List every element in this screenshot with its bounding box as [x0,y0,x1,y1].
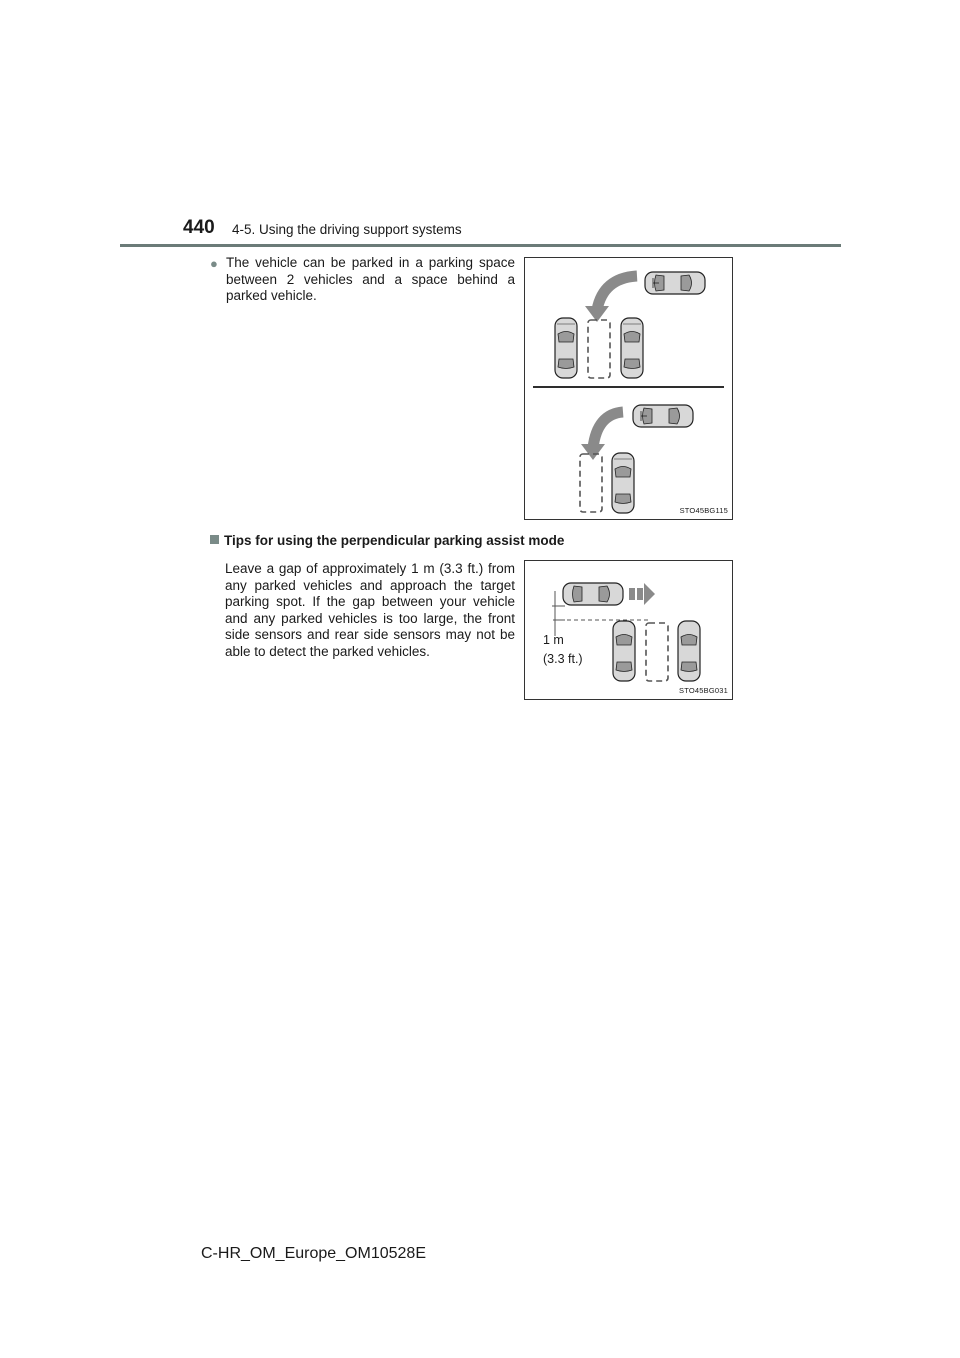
heading-square-icon [210,535,219,544]
direction-arrow-icon [644,583,655,605]
figure-code: STO45BG031 [679,686,728,695]
parking-scenarios-illustration [525,258,732,519]
page-number: 440 [183,217,215,238]
figure-gap-distance [524,560,733,700]
tips-heading-text: Tips for using the perpendicular parking assist mode [224,533,565,548]
gap-distance-illustration [525,561,732,699]
header-rule [120,244,841,247]
figure-code: STO45BG115 [679,506,728,515]
target-space [646,623,668,681]
tips-paragraph: Leave a gap of approximately 1 m (3.3 ft.) from any parked vehicles and approach the target parking spot. If the gap between your vehicle and any parked vehicles is too large, the front side sensors and rear side sensors may not be able to detect the parked vehicles. [225,561,515,659]
approaching-car [645,272,705,294]
gap-metric-label: 1 m [543,633,564,647]
target-space [588,320,610,378]
approaching-car [633,405,693,427]
bullet-circle-icon: ● [210,256,218,271]
parked-car-right [621,318,643,378]
parked-car-right [678,621,700,681]
footer-document-code: C-HR_OM_Europe_OM10528E [201,1245,426,1262]
gap-imperial-label: (3.3 ft.) [543,652,583,666]
bullet-text: The vehicle can be parked in a parking space between 2 vehicles and a space behind a parked vehicle. [226,255,515,304]
parked-car-left [555,318,577,378]
figure-parking-scenarios [524,257,733,520]
target-space [580,454,602,512]
own-car [563,583,623,605]
section-title: 4-5. Using the driving support systems [232,222,462,237]
parked-car [612,453,634,513]
parked-car-left [613,621,635,681]
